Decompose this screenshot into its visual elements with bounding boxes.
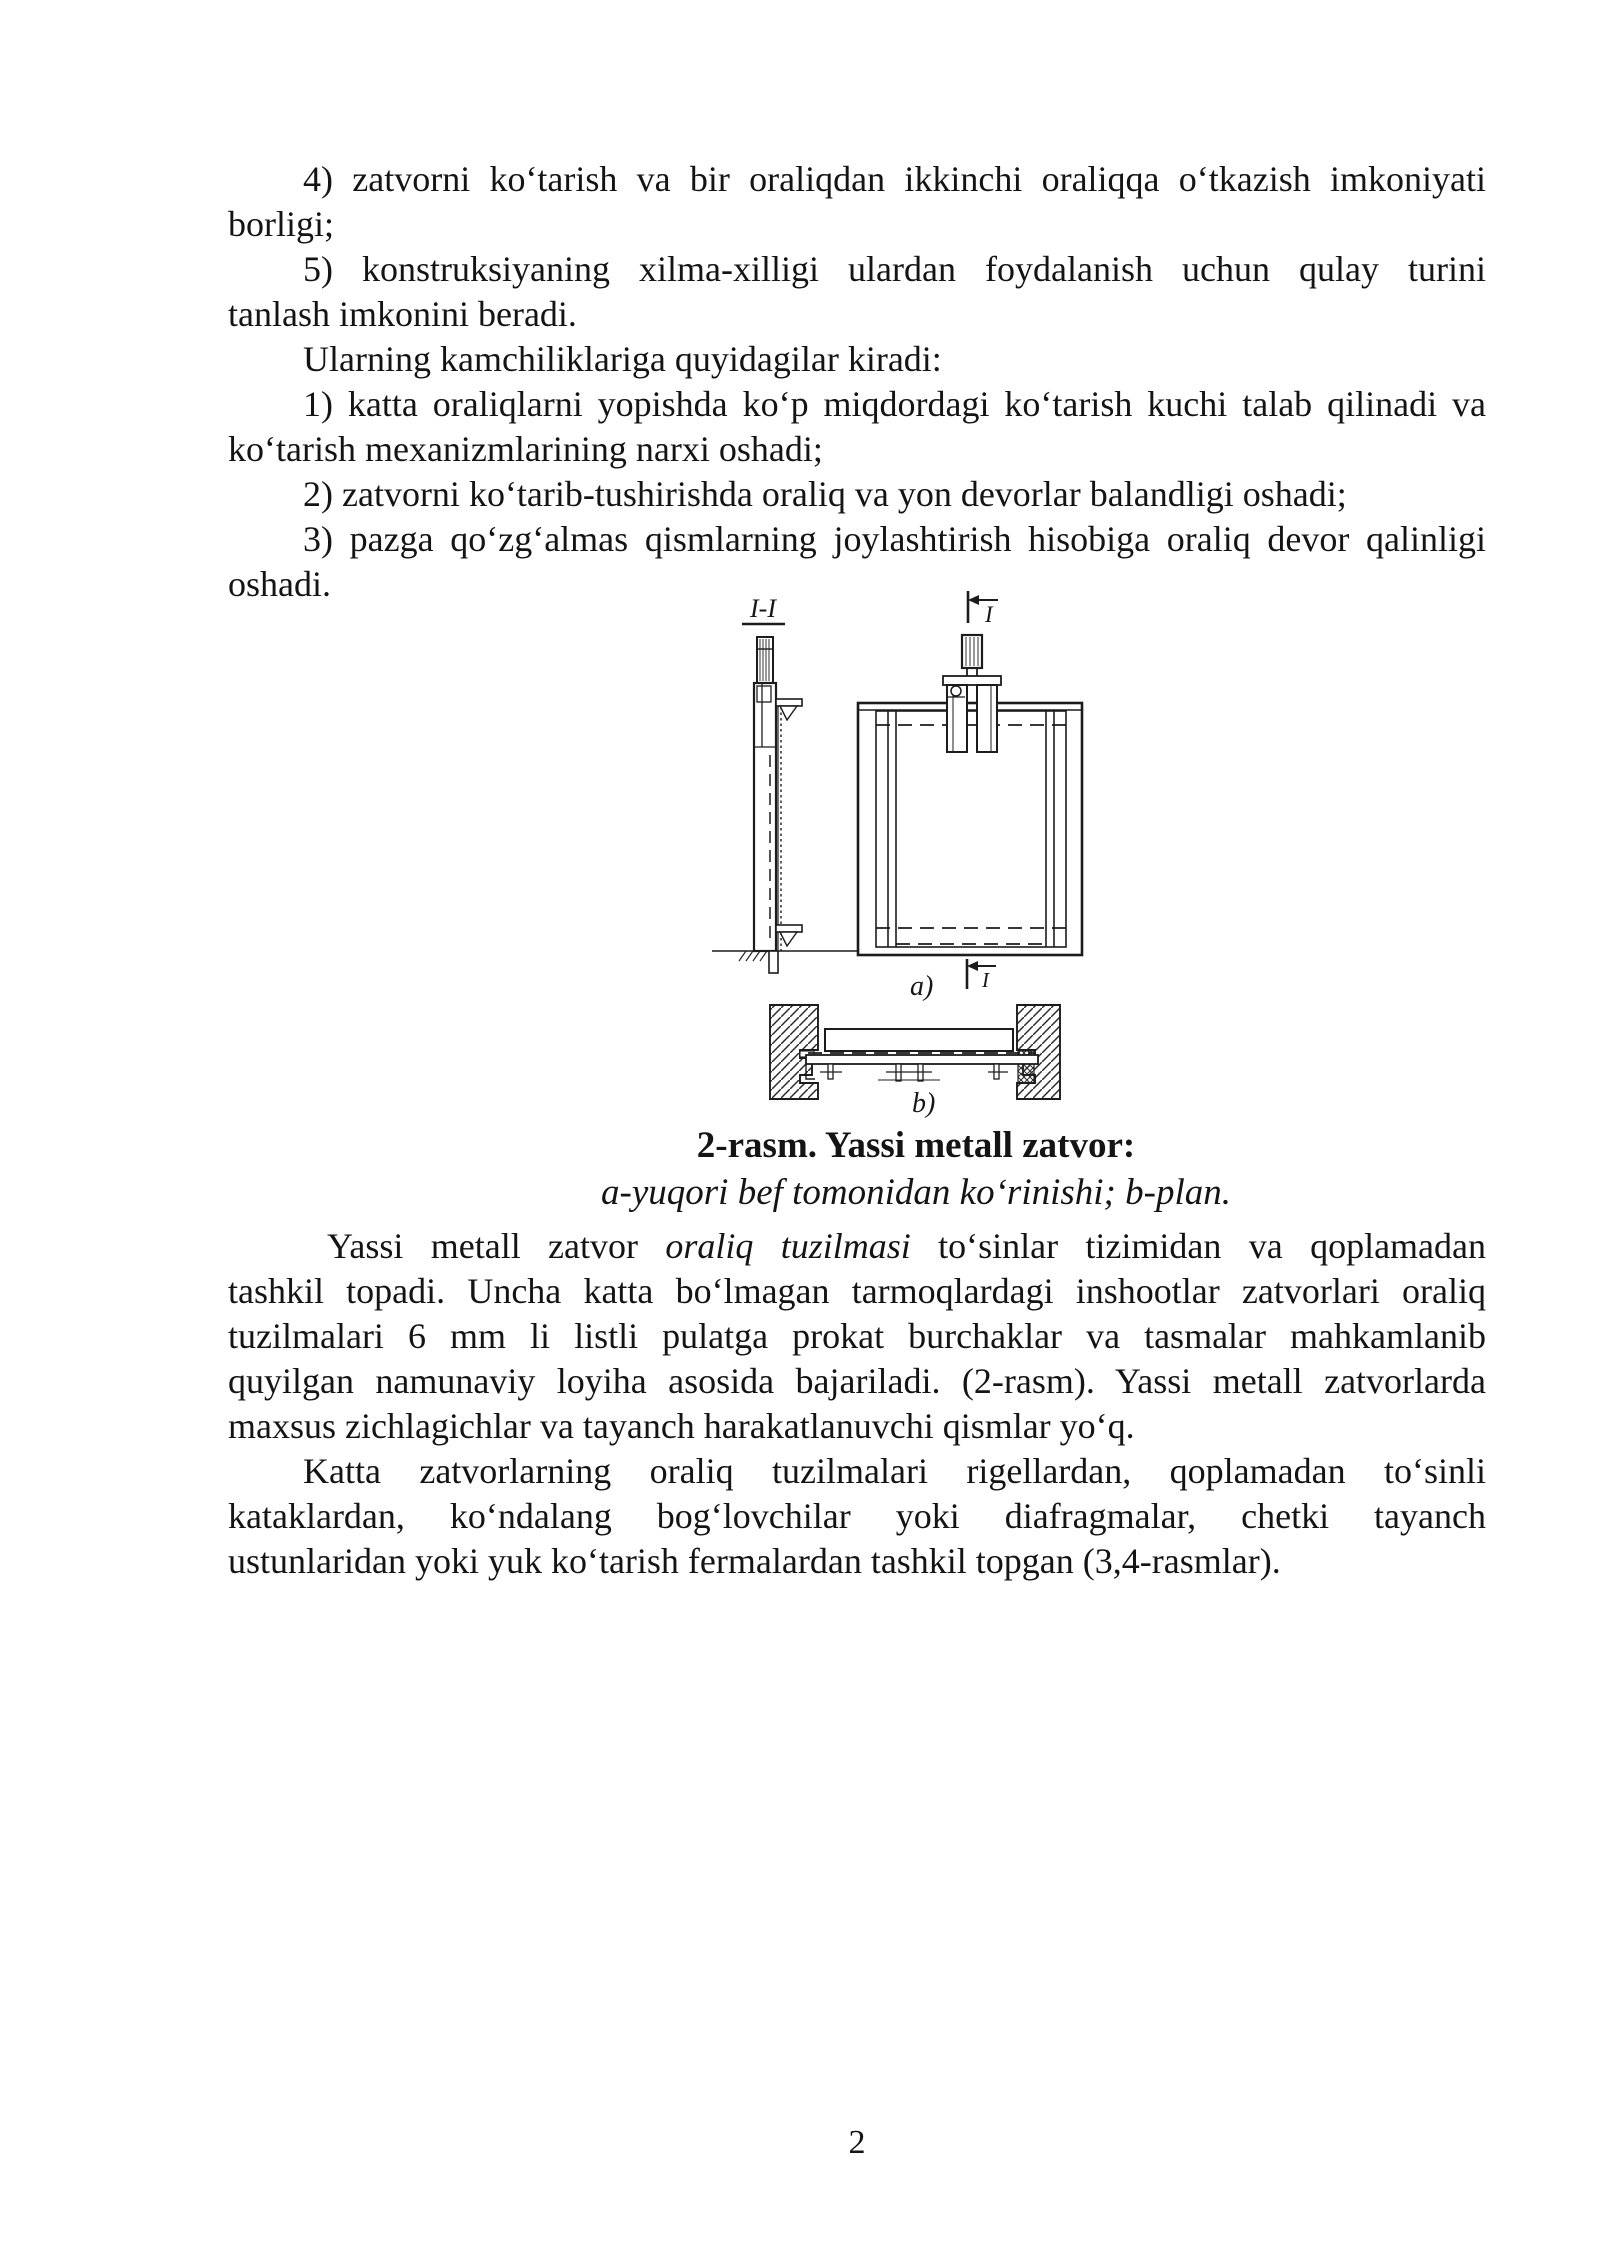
page-number: 2 [848,2124,866,2161]
text-line: 3) pazga qo‘zg‘almas qismlarning joylashtirish hisobiga oraliq devor qalinligi [303,519,1486,559]
text-segment-italic: oraliq tuzilmasi [665,1226,911,1266]
body-text-bottom [228,1224,1486,1584]
figure-front-view [858,591,1082,1002]
section-mark-bottom-label: I [982,968,989,992]
subfigure-a-label: a) [910,971,934,1002]
text-line: oshadi. [228,564,331,604]
text-segment: Yassi metall zatvor [327,1226,666,1266]
section-mark-top-label: I [985,602,993,627]
text-line: Ularning kamchiliklariga quyidagilar kiradi: [303,339,942,379]
text-line: tuzilmalari 6 mm li listli pulatga prokat burchaklar va tasmalar mahkamlanib [228,1316,1486,1356]
text-segment: to‘sinlar tizimidan va qoplamadan [938,1226,1487,1266]
text-line: 1) katta oraliqlarni yopishda ko‘p miqdordagi ko‘tarish kuchi talab qilinadi va [303,384,1486,424]
text-line: quyilgan namunaviy loyiha asosida bajariladi. (2-rasm). Yassi metall zatvorlarda [228,1361,1486,1401]
subfigure-b-label: b) [912,1088,936,1119]
figure-caption-title: 2-rasm. Yassi metall zatvor: [696,1125,1136,1166]
text-line: borligi; [228,204,334,244]
text-line [228,1224,1486,1269]
text-line: 2) zatvorni ko‘tarib-tushirishda oraliq va yon devorlar balandligi oshadi; [303,474,1347,514]
figure-caption-subtitle: a-yuqori bef tomonidan ko‘rinishi; b-plan. [601,1172,1231,1213]
text-line: tashkil topadi. Uncha katta bo‘lmagan tarmoqlardagi inshootlar zatvorlari oraliq [228,1271,1486,1311]
text-line: kataklardan, ko‘ndalang bog‘lovchilar yoki diafragmalar, chetki tayanch [228,1496,1486,1536]
text-line: ko‘tarish mexanizmlarining narxi oshadi; [228,429,823,469]
text-line: maxsus zichlagichlar va tayanch harakatlanuvchi qismlar yo‘q. [228,1406,1135,1446]
text-line: tanlash imkonini beradi. [228,294,577,334]
text-line: ustunlaridan yoki yuk ko‘tarish fermalardan tashkil topgan (3,4-rasmlar). [228,1541,1281,1581]
text-line: 5) konstruksiyaning xilma-xilligi ulardan foydalanish uchun qulay turini [303,249,1486,289]
figure-flat-metal-gate [700,585,1120,1125]
text-line: 4) zatvorni ko‘tarish va bir oraliqdan ikkinchi oraliqqa o‘tkazish imkoniyati [303,159,1486,199]
figure-plan-view [770,1005,1060,1119]
section-title-label: I-I [750,594,776,623]
text-line: Katta zatvorlarning oraliq tuzilmalari rigellardan, qoplamadan to‘sinli [303,1451,1486,1491]
body-text-top [228,157,1486,607]
figure-caption [228,1122,1486,1216]
